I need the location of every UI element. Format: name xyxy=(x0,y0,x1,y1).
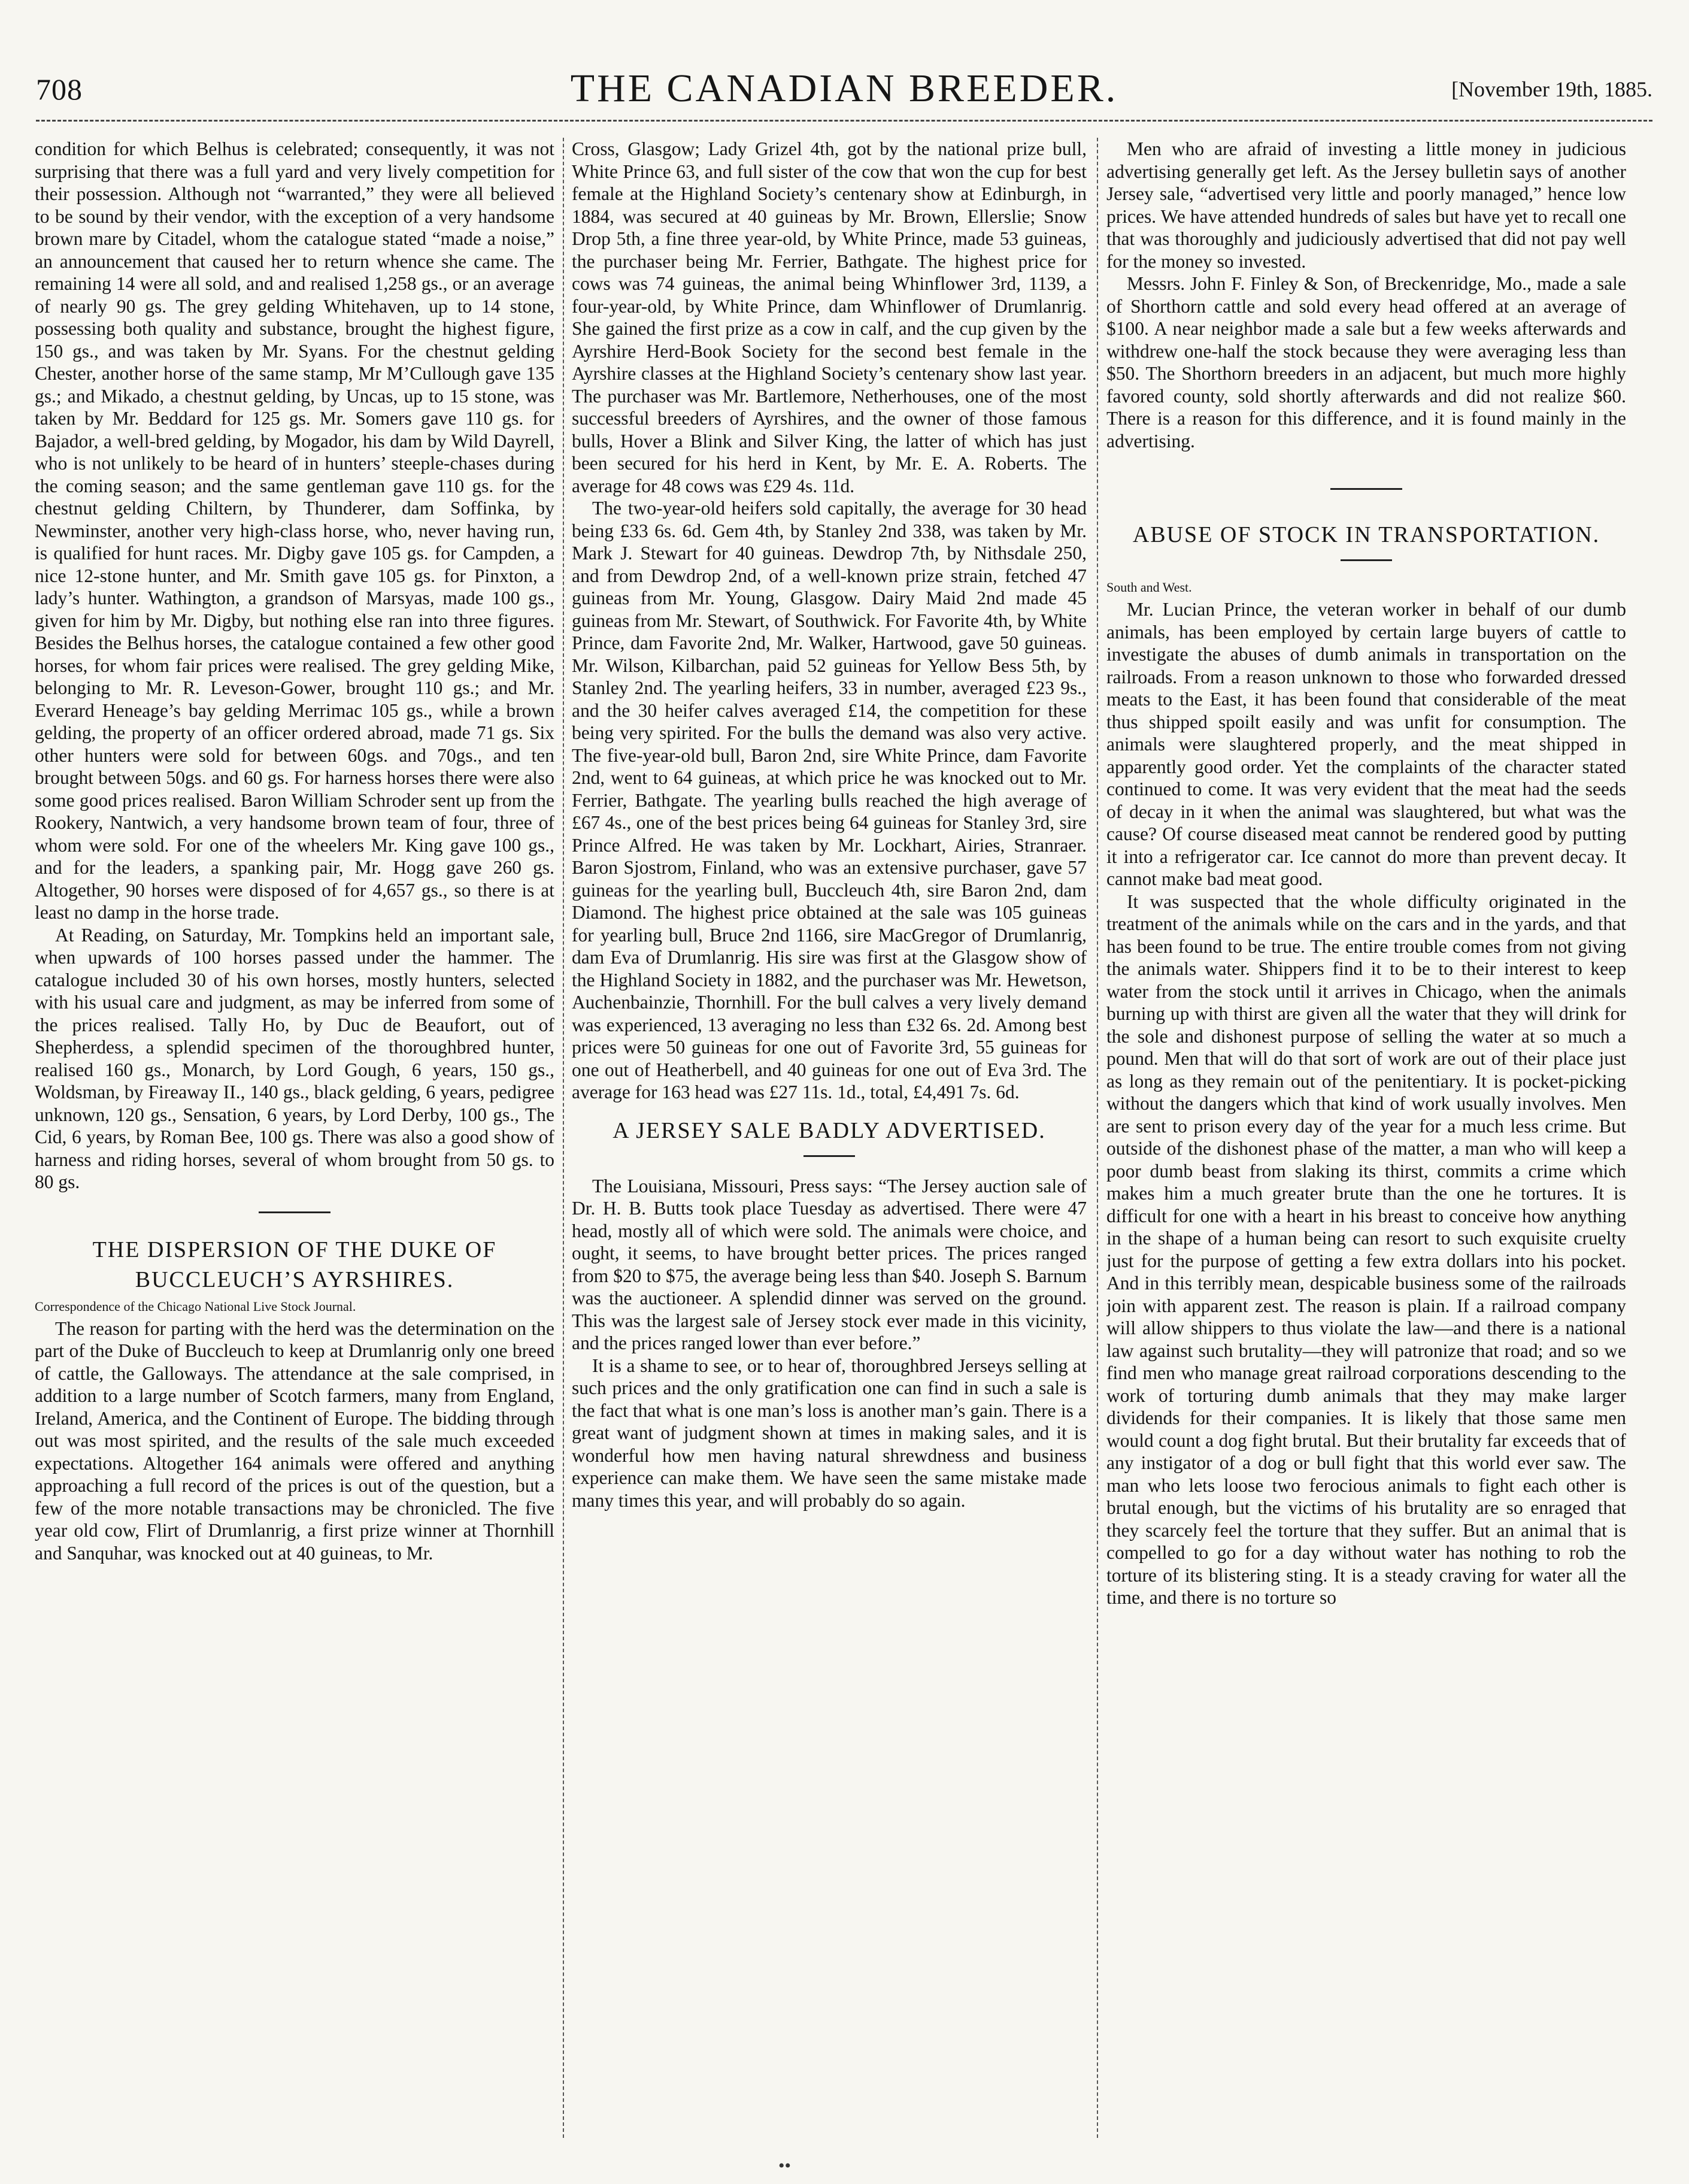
article-byline: South and West. xyxy=(1106,580,1192,595)
article-paragraph: The two-year-old heifers sold capitally, the average for 30 head being £33 6s. 6d. Gem 4th, by Stanley 2nd 338, was taken by Mr. Mark J. Stewart for 40 guineas. Dewdrop 7th, by Nithsdale 250, and from Dewdrop 2nd, of a well-known prize strain, fetched 47 guineas from Mr. Young, Glasgow. Dairy Maid 2nd made 45 guineas from Mr. Stewart, of Southwick. For Favorite 4th, by White Prince, dam Favorite 2nd, Mr. Walker, Hartwood, gave 50 guineas. Mr. Wilson, Kilbarchan, paid 52 guineas for Yellow Bess 5th, by Stanley 2nd. The yearling heifers, 33 in number, averaged £23 9s., and the 30 heifer calves averaged £14, the competition for these being very spirited. For the bulls the demand was also very active. The five-year-old bull, Baron 2nd, sire White Prince, dam Favorite 2nd, went to 64 guineas, at which price he was knocked out to Mr. Ferrier, Bathgate. The yearling bulls reached the high average of £67 4s., one of the best prices being 64 guineas for Stanley 3rd, sire Prince Alfred. He was taken by Mr. Lockhart, Airies, Stranraer. Baron Sjostrom, Finland, who was an extensive purchaser, gave 57 guineas for the yearling bull, Buccleuch 4th, sire Baron 2nd, dam Diamond. The highest price obtained at the sale was 105 guineas for yearling bull, Bruce 2nd 1166, sire MacGregor of Drumlanrig, dam Eva of Drumlanrig. His sire was first at the Glasgow show of the Highland Society in 1882, and the purchaser was Mr. Hewetson, Auchenbainzie, Thornhill. For the bull calves a very lively demand was experienced, 13 averaging no less than £32 6s. 2d. Among best prices were 50 guineas for one out of Favorite 3rd, 55 guineas for one out of Heatherbell, and 40 guineas for one out of Eva 3rd. The average for 163 head was £27 11s. 1d., total, £4,491 7s. 6d. xyxy=(572,498,1087,1102)
article-byline: Correspondence of the Chicago National Live Stock Journal. xyxy=(35,1298,356,1314)
article-paragraph: At Reading, on Saturday, Mr. Tompkins held an important sale, when upwards of 100 horses passed under the hammer. The catalogue included 30 of his own horses, mostly hunters, selected with his usual care and judgment, as may be inferred from some of the prices realised. Tally Ho, by Duc de Beaufort, out of Shepherdess, a splendid specimen of the thoroughbred hunter, realised 160 gs., Monarch, by Lord Gough, 6 years, 150 gs., Woldsman, by Fireaway II., 140 gs., black gelding, 6 years, pedigree unknown, 120 gs., Sensation, 6 years, by Lord Derby, 100 gs., The Cid, 6 years, by Roman Bee, 100 gs. There was also a good show of harness and riding horses, several of whom brought from 50 gs. to 80 gs. xyxy=(35,924,554,1192)
article-paragraph: Messrs. John F. Finley & Son, of Breckenridge, Mo., made a sale of Shorthorn cattle and sold every head offered at an average of $100. A near neighbor made a sale but a few weeks afterwards and withdrew one-half the stock because they were averaging less than $50. The Shorthorn breeders in an adjacent, but much more highly favored county, sold shortly afterwards and did not realize $60. There is a reason for this difference, and it is found mainly in the advertising. xyxy=(1106,273,1626,452)
footer-mark: •• xyxy=(778,2156,792,2176)
column-1 xyxy=(35,138,554,2138)
article-paragraph: The Louisiana, Missouri, Press says: “The Jersey auction sale of Dr. H. B. Butts took place Tuesday as advertised. There were 47 head, mostly all of which were sold. The animals were choice, and ought, it seems, to have brought better prices. The prices ranged from $20 to $75, the average being less than $40. Joseph S. Barnum was the auctioneer. A splendid dinner was served on the ground. This was the largest sale of Jersey stock ever made in this vicinity, and the prices ranged lower than ever before.” xyxy=(572,1175,1087,1353)
column-rule xyxy=(563,138,564,2138)
article-paragraph: It is a shame to see, or to hear of, thoroughbred Jerseys selling at such prices and the only gratification one can find in such a sale is the fact that what is one man’s loss is another man’s gain. There is a great want of judgment shown at times in making sales, and it is wonderful how men having natural shrewdness and business experience can make them. We have seen the same mistake made many times this year, and will probably do so again. xyxy=(572,1355,1087,1511)
section-divider xyxy=(1330,488,1402,490)
article-heading: ABUSE OF STOCK IN TRANSPORTATION. xyxy=(1132,522,1600,547)
article-paragraph: condition for which Belhus is celebrated; consequently, it was not surprising that there was a full yard and very lively competition for their possession. Although not “warranted,” they were all believed to be sound by their vendor, with the exception of a very handsome brown mare by Citadel, whom the catalogue stated “made a noise,” an announcement that caused her to return whence she came. The remaining 14 were all sold, and and realised 1,258 gs., or an average of nearly 90 gs. The grey gelding Whitehaven, up to 14 stone, possessing both quality and substance, brought the highest figure, 150 gs., and was taken by Mr. Syans. For the chestnut gelding Chester, another horse of the same stamp, Mr M’Cullough gave 135 gs.; and Mikado, a chestnut gelding, by Uncas, up to 15 stone, was taken by Mr. Beddard for 125 gs. Mr. Somers gave 110 gs. for Bajador, a well-bred gelding, by Mogador, his dam by Wild Dayrell, who is not unlikely to be heard of in hunters’ steeple-chases during the coming season; and the same gentleman gave 110 gs. for the chestnut gelding Chiltern, by Thunderer, dam Soffinka, by Newminster, another very high-class horse, who, never having run, is qualified for hunt races. Mr. Digby gave 105 gs. for Campden, a nice 12-stone hunter, and Mr. Smith gave 105 gs. for Pinxton, a lady’s hunter. Wathington, a grandson of Marsyas, made 100 gs., given for him by Mr. Digby, but nothing else ran into three figures. Besides the Belhus horses, the catalogue contained a few other good horses, for whom fair prices were realised. The grey gelding Mike, belonging to Mr. R. Leveson-Gower, brought 110 gs.; and Mr. Everard Heneage’s bay gelding Merrimac 105 gs., while a brown gelding, the property of an officer ordered abroad, made 71 gs. Six other hunters were sold for between 60gs. and 70gs., and ten brought between 50gs. and 60 gs. For harness horses there were also some good prices realised. Baron William Schroder sent up from the Rookery, Nantwich, a very handsome brown team of four, three of whom were sold. For one of the wheelers Mr. King gave 100 gs., and for the leaders, a spanking pair, Mr. Hogg gave 260 gs. Altogether, 90 horses were disposed of for 4,657 gs., so there is at least no damp in the horse trade. xyxy=(35,138,554,923)
newspaper-title: THE CANADIAN BREEDER. xyxy=(570,66,1118,110)
column-rule xyxy=(1097,138,1098,2138)
heading-rule xyxy=(803,1155,855,1157)
header-rule xyxy=(36,120,1652,122)
column-3 xyxy=(1106,138,1626,2138)
page-header xyxy=(36,66,1652,120)
article-paragraph: Men who are afraid of investing a little money in judicious advertising generally get left. As the Jersey bulletin says of another Jersey sale, “advertised very little and poorly managed,” hence low prices. We have attended hundreds of sales but have yet to recall one that was thoroughly and judiciously advertised that did not pay well for the money so invested. xyxy=(1106,138,1626,272)
article-heading: THE DISPERSION OF THE DUKE OF BUCCLEUCH’S AYRSHIRES. xyxy=(92,1237,497,1292)
article-paragraph: The reason for parting with the herd was the determination on the part of the Duke of Buccleuch to keep at Drumlanrig only one breed of cattle, the Galloways. The attendance at the sale comprised, in addition to a large number of Scotch farmers, many from England, Ireland, America, and the Continent of Europe. The bidding through out was most spirited, and the results of the sale much exceeded expectations. Altogether 164 animals were offered and anything approaching a full record of the prices is out of the question, but a few of the more notable transactions may be chronicled. The five year old cow, Flirt of Drumlanrig, a first prize winner at Thornhill and Sanquhar, was knocked out at 40 guineas, to Mr. xyxy=(35,1317,554,1564)
issue-date: [November 19th, 1885. xyxy=(1451,77,1652,101)
column-2 xyxy=(572,138,1087,2138)
article-paragraph: It was suspected that the whole difficulty originated in the treatment of the animals while on the cars and in the yards, and that has been found to be true. The entire trouble comes from not giving the animals water. Shippers find it to be to their interest to keep water from the stock until it arrives in Chicago, when the animals burning up with thirst are given all the water that they will drink for the sole and dishonest purpose of selling the water at so much a pound. Men that will do that sort of work are out of their place just as long as they remain out of the penitentiary. It is pocket-picking without the dangers which that kind of work usually involves. Men are sent to prison every day of the year for a much less crime. But outside of the dishonest phase of the matter, a man who will keep a poor dumb beast from slaking its thirst, commits a crime which makes him a much greater brute than the one he tortures. It is difficult for one with a heart in his breast to conceive how anything in the shape of a human being can resort to such exquisite cruelty just for the purpose of getting a few extra dollars into his pocket. And in this terribly mean, despicable business some of the railroads join with apparent zest. The reason is plain. If a railroad company will allow shippers to thus violate the law—and there is a national law against such brutality—they will patronize that road; and so we find men who manage great railroad corporations descending to the work of torturing dumb animals that they may make larger dividends for their companies. It is likely that those same men would count a dog fight brutal. But their brutality far exceeds that of any instigator of a dog or bull fight that this world ever saw. The man who lets loose two ferocious animals to fight each other is brutal enough, but the victims of his brutality are so enraged that they scarcely feel the torture that they suffer. But an animal that is compelled to go for a day without water has nothing to rob the torture of its blistering sting. It is a steady craving for water all the time, and there is no torture so xyxy=(1106,890,1626,1608)
article-paragraph: Cross, Glasgow; Lady Grizel 4th, got by the national prize bull, White Prince 63, and full sister of the cow that won the cup for best female at the Highland Society’s centenary show at Edinburgh, in 1884, was secured at 40 guineas by Mr. Brown, Ellerslie; Snow Drop 5th, a fine three year-old, by White Prince, made 53 guineas, the purchaser being Mr. Ferrier, Bathgate. The highest price for cows was 74 guineas, the animal being Whinflower 3rd, 1139, a four-year-old, by White Prince, dam Whinflower of Drumlanrig. She gained the first prize as a cow in calf, and the cup given by the Ayrshire Herd-Book Society for the second best female in the Ayrshire classes at the Highland Society’s centenary show last year. The purchaser was Mr. Bartlemore, Netherhouses, one of the most successful breeders of Ayrshires, and the owner of those famous bulls, Hover a Blink and Silver King, the latter of which has just been secured for his herd in Kent, by Mr. E. A. Roberts. The average for 48 cows was £29 4s. 11d. xyxy=(572,138,1087,496)
section-divider xyxy=(259,1211,330,1213)
page-number: 708 xyxy=(36,72,83,106)
article-heading: A JERSEY SALE BADLY ADVERTISED. xyxy=(612,1117,1046,1143)
article-paragraph: Mr. Lucian Prince, the veteran worker in behalf of our dumb animals, has been employed by certain large buyers of cattle to investigate the abuses of dumb animals in transportation on the railroads. From a reason unknown to those who forwarded dressed meats to the East, it has been found that considerable of the meat thus shipped spoilt easily and was unfit for consumption. The animals were slaughtered properly, and the meat shipped in apparently good order. Yet the complaints of the character stated continued to come. It was very evident that the meat had the seeds of decay in it when the animal was slaughtered, but what was the cause? Of course diseased meat cannot be rendered good by putting it into a refrigerator car. Ice cannot do more than prevent decay. It cannot make bad meat good. xyxy=(1106,599,1626,889)
heading-rule xyxy=(1341,559,1392,561)
